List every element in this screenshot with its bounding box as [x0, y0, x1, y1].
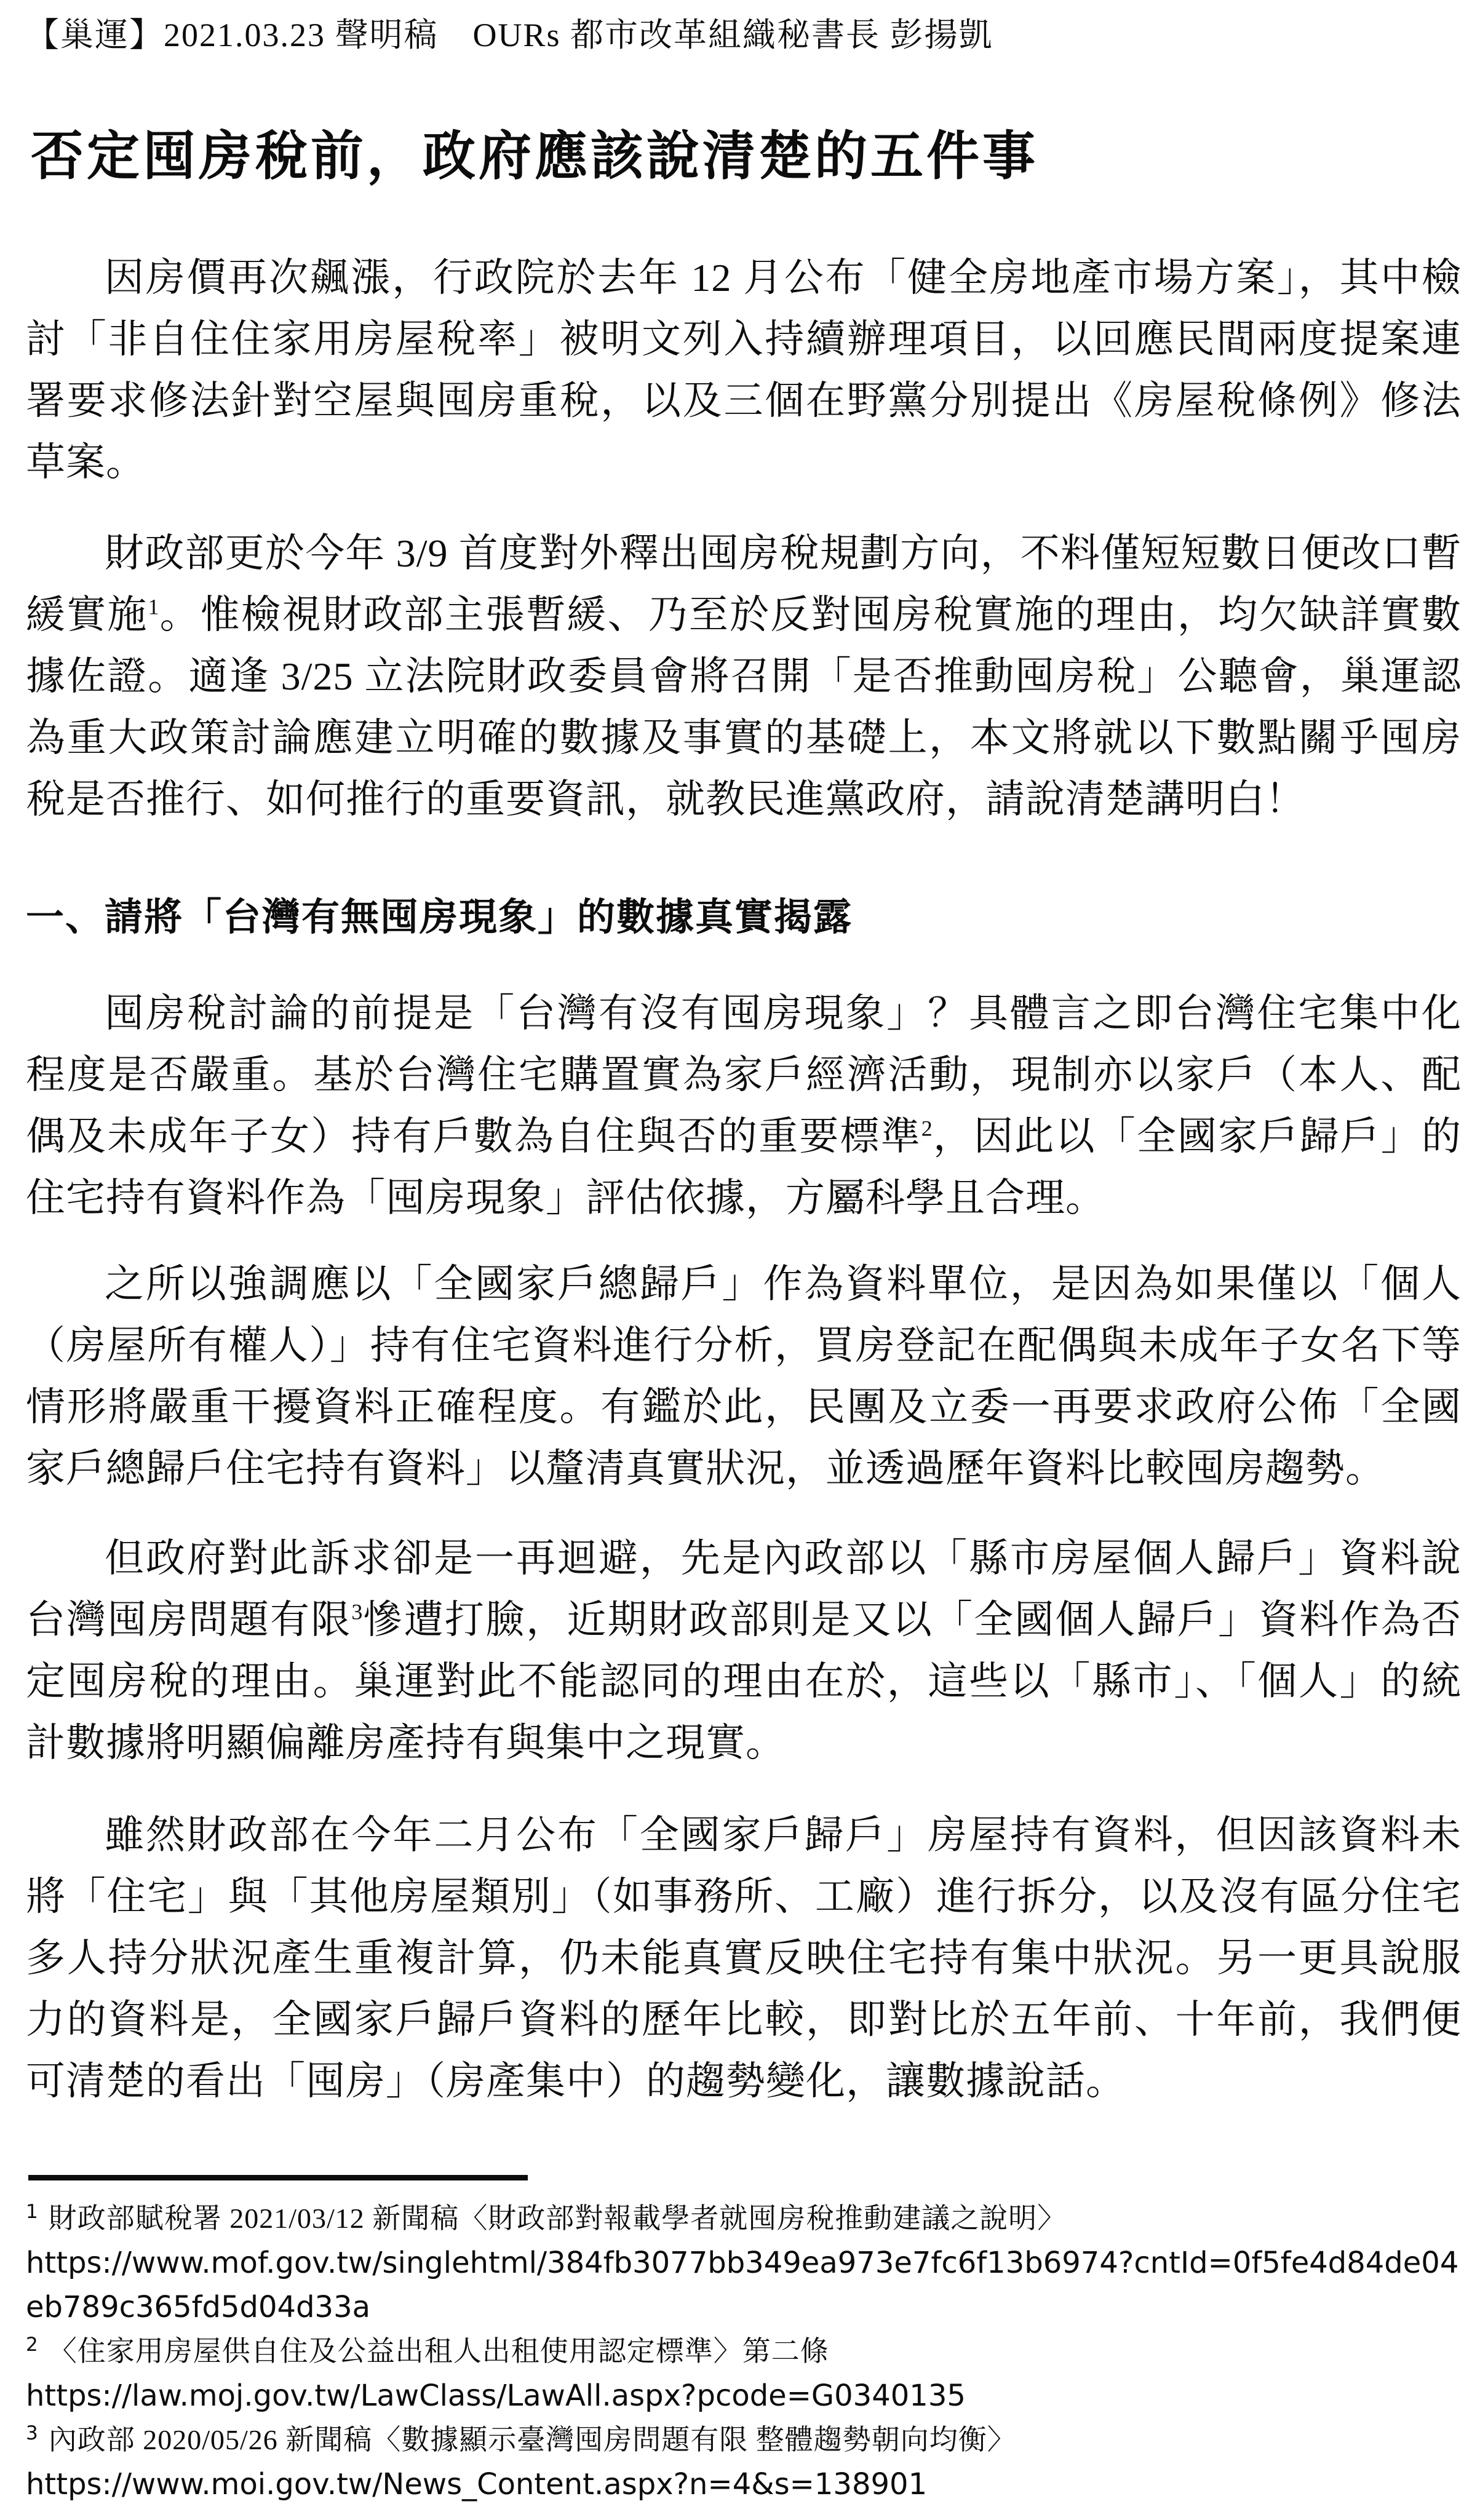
paragraph-3-text-a: 囤房稅討論的前提是「台灣有沒有囤房現象」？具體言之即台灣住宅集中化程度是否嚴重。基於台灣住宅購置實為家戶經濟活動，現制亦以家戶（本人、配偶及未成年子女）持有戶數為自住與否的重要標準	[26, 992, 1462, 1158]
paragraph-3-text-b: ，因此以「全國家戶歸戶」的住宅持有資料作為「囤房現象」評估依據，方屬科學且合理。	[26, 1115, 1462, 1220]
footnote-ref-2: 2	[921, 1116, 933, 1141]
footnote-2-url: https://law.moj.gov.tw/LawClass/LawAll.aspx?pcode=G0340135	[26, 2379, 966, 2413]
paragraph-5-text-a: 但政府對此訴求卻是一再迴避，先是內政部以「縣市房屋個人歸戶」資料說台灣囤房問題有限	[26, 1536, 1462, 1642]
paragraph-5-text-b: 慘遭打臉，近期財政部則是又以「全國個人歸戶」資料作為否定囤房稅的理由。巢運對此不能認同的理由在於，這些以「縣市」、「個人」的統計數據將明顯偏離房產持有與集中之現實。	[26, 1598, 1462, 1765]
footnote-3-label: 內政部 2020/05/26 新聞稿〈數據顯示臺灣囤房問題有限 整體趨勢朝向均衡〉	[48, 2424, 1016, 2455]
paragraph-2-text-a: 財政部更於今年 3/9 首度對外釋出囤房稅規劃方向，不料僅短短數日便改口暫緩實施	[26, 531, 1462, 637]
document-header: 【巢運】2021.03.23 聲明稿 OURs 都市改革組織秘書長 彭揚凱	[26, 17, 993, 54]
footnote-1-label: 財政部賦稅署 2021/03/12 新聞稿〈財政部對報載學者就囤房稅推動建議之說明〉	[48, 2203, 1067, 2234]
footnote-2-label: 〈住家用房屋供自住及公益出租人出租使用認定標準〉第二條	[48, 2335, 829, 2367]
footnote-ref-1: 1	[148, 594, 159, 619]
paragraph-2-text-b: 。惟檢視財政部主張暫緩、乃至於反對囤房稅實施的理由，均欠缺詳實數據佐證。適逢 3/25 立法院財政委員會將召開「是否推動囤房稅」公聽會，巢運認為重大政策討論應建立明確的數據及事實的基礎上，本文將就以下數點關乎囤房稅是否推行、如何推行的重要資訊，就教民進黨政府，請說清楚講明白！	[26, 593, 1462, 821]
footnote-3-url: https://www.moi.gov.tw/News_Content.aspx?n=4&s=138901	[26, 2467, 928, 2502]
footnote-1-text	[26, 2196, 1462, 2241]
footnote-1-number: 1	[26, 2200, 39, 2223]
paragraph-3	[26, 983, 1462, 1229]
footnote-3	[26, 2418, 1462, 2506]
footnotes	[26, 2196, 1462, 2506]
paragraph-1: 因房價再次飆漲，行政院於去年 12 月公布「健全房地產市場方案」，其中檢討「非自住住家用房屋稅率」被明文列入持續辦理項目，以回應民間兩度提案連署要求修法針對空屋與囤房重稅，以及三個在野黨分別提出《房屋稅條例》修法草案。	[26, 256, 1462, 484]
footnote-1-url: https://www.mof.gov.tw/singlehtml/384fb3077bb349ea973e7fc6f13b6974?cntId=0f5fe4d84de04eb789c365fd5d04d33a	[26, 2246, 1459, 2324]
paragraph-6: 雖然財政部在今年二月公布「全國家戶歸戶」房屋持有資料，但因該資料未將「住宅」與「其他房屋類別」（如事務所、工廠）進行拆分，以及沒有區分住宅多人持分狀況產生重複計算，仍未能真實反映住宅持有集中狀況。另一更具說服力的資料是，全國家戶歸戶資料的歷年比較，即對比於五年前、十年前，我們便可清楚的看出「囤房」（房產集中）的趨勢變化，讓數據說話。	[26, 1813, 1462, 2103]
paragraph-5	[26, 1528, 1462, 1774]
footnote-2-number: 2	[26, 2333, 39, 2356]
section-heading-1: 一、請將「台灣有無囤房現象」的數據真實揭露	[26, 897, 853, 939]
footnote-2-text	[26, 2329, 1462, 2374]
footnote-separator	[28, 2175, 528, 2180]
page-title: 否定囤房稅前，政府應該說清楚的五件事	[31, 127, 1038, 186]
footnote-ref-3: 3	[351, 1599, 363, 1624]
footnote-3-text	[26, 2418, 1462, 2462]
footnote-2	[26, 2329, 1462, 2418]
footnote-3-number: 3	[26, 2422, 39, 2444]
footnote-1	[26, 2196, 1462, 2329]
paragraph-4: 之所以強調應以「全國家戶總歸戶」作為資料單位，是因為如果僅以「個人（房屋所有權人）」持有住宅資料進行分析，買房登記在配偶與未成年子女名下等情形將嚴重干擾資料正確程度。有鑑於此，民團及立委一再要求政府公佈「全國家戶總歸戶住宅持有資料」以釐清真實狀況，並透過歷年資料比較囤房趨勢。	[26, 1262, 1462, 1490]
paragraph-2	[26, 523, 1462, 830]
